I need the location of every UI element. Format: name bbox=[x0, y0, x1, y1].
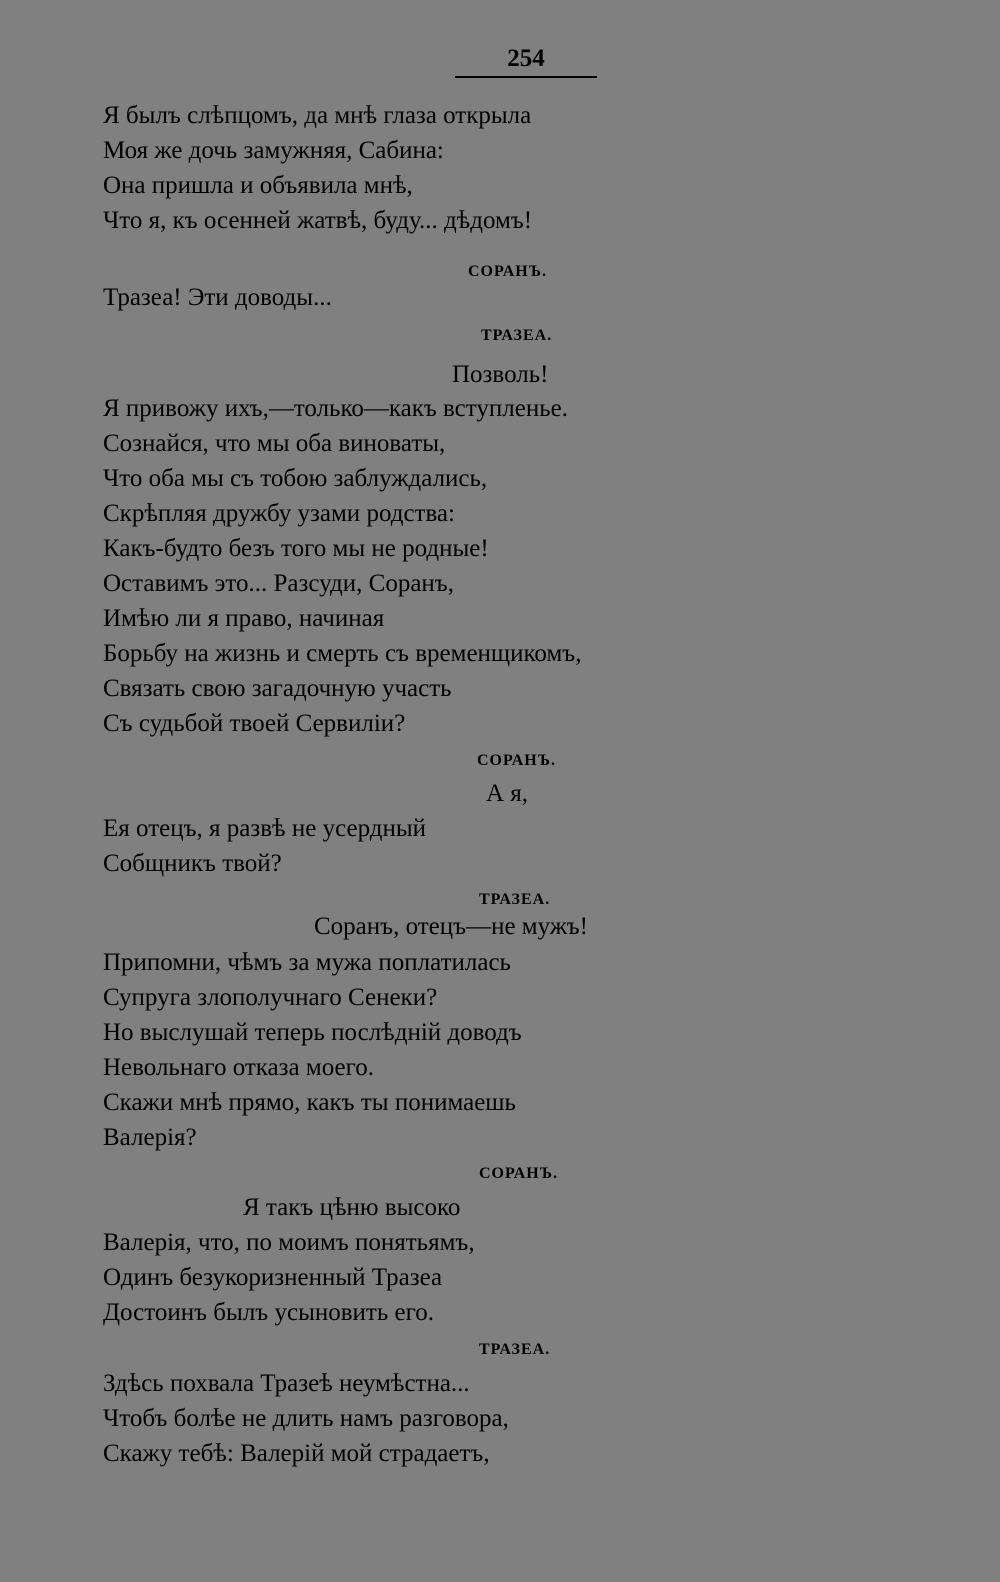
verse-line: Валерія, что, по моимъ понятьямъ, bbox=[103, 1229, 475, 1256]
verse-line: Борьбу на жизнь и смерть съ временщикомъ, bbox=[103, 640, 582, 667]
verse-line: Тразеа! Эти доводы... bbox=[103, 284, 332, 311]
verse-line: Какъ-будто безъ того мы не родные! bbox=[103, 535, 489, 562]
verse-line: Скажи мнѣ прямо, какъ ты понимаешь bbox=[103, 1089, 516, 1116]
verse-line: Скрѣпляя дружбу узами родства: bbox=[103, 500, 455, 527]
verse-line: Я привожу ихъ,—только—какъ вступленье. bbox=[103, 395, 568, 422]
verse-line: Она пришла и объявила мнѣ, bbox=[103, 172, 413, 199]
verse-line: Но выслушай теперь послѣдній доводъ bbox=[103, 1019, 522, 1046]
verse-line: Невольнаго отказа моего. bbox=[103, 1054, 374, 1081]
verse-line: Что я, къ осенней жатвѣ, буду... дѣдомъ! bbox=[103, 207, 533, 234]
verse-line: Одинъ безукоризненный Тразеа bbox=[103, 1264, 443, 1291]
verse-line: Я такъ цѣню высоко bbox=[243, 1194, 461, 1221]
verse-line: Супруга злополучнаго Сенеки? bbox=[103, 984, 438, 1011]
page-number: 254 bbox=[507, 45, 545, 72]
verse-line: Достоинъ былъ усыновить его. bbox=[103, 1299, 434, 1326]
speaker-name: ТРАЗЕА. bbox=[479, 1341, 551, 1358]
verse-line: Моя же дочь замужняя, Сабина: bbox=[103, 137, 444, 164]
speaker-name: СОРАНЪ. bbox=[468, 263, 547, 280]
speaker-name: СОРАНЪ. bbox=[477, 752, 556, 769]
verse-line: Чтобъ болѣе не длить намъ разговора, bbox=[103, 1405, 509, 1432]
speaker-name: ТРАЗЕА. bbox=[481, 327, 553, 344]
verse-line: Скажу тебѣ: Валерій мой страдаетъ, bbox=[103, 1440, 490, 1467]
verse-line: Позволь! bbox=[452, 361, 549, 388]
verse-line: Что оба мы съ тобою заблуждались, bbox=[103, 465, 488, 492]
verse-line: Собщникъ твой? bbox=[103, 850, 282, 877]
speaker-name: СОРАНЪ. bbox=[479, 1165, 558, 1182]
speaker-name: ТРАЗЕА. bbox=[479, 891, 551, 908]
verse-line: Припомни, чѣмъ за мужа поплатилась bbox=[103, 949, 511, 976]
verse-line: Связать свою загадочную участь bbox=[103, 675, 452, 702]
verse-line: А я, bbox=[486, 780, 529, 807]
verse-line: Сознайся, что мы оба виноваты, bbox=[103, 430, 446, 457]
verse-line: Здѣсь похвала Тразеѣ неумѣстна... bbox=[103, 1370, 470, 1397]
verse-line: Съ судьбой твоей Сервиліи? bbox=[103, 710, 406, 737]
verse-line: Я былъ слѣпцомъ, да мнѣ глаза открыла bbox=[103, 102, 532, 129]
verse-line: Валерія? bbox=[103, 1124, 197, 1151]
verse-line: Имѣю ли я право, начиная bbox=[103, 605, 385, 632]
verse-line: Соранъ, отецъ—не мужъ! bbox=[314, 913, 588, 940]
verse-line: Ея отецъ, я развѣ не усердный bbox=[103, 815, 427, 842]
verse-line: Оставимъ это... Разсуди, Соранъ, bbox=[103, 570, 454, 597]
